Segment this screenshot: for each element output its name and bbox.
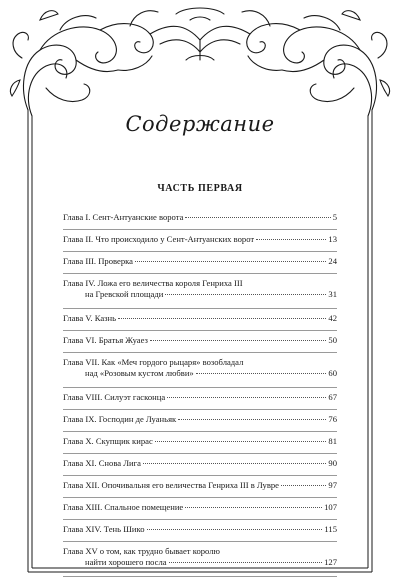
toc-entry-page: 76: [328, 414, 337, 424]
toc-entry-title: Глава XII. Опочивальня его величества Генриха III в Лувре: [63, 480, 279, 490]
toc-entry-title: Глава VII. Как «Меч гордого рыцаря» возобладал: [63, 357, 244, 367]
toc-entry[interactable]: [63, 476, 337, 498]
toc-entry-title: Глава I. Сент-Антуанские ворота: [63, 212, 184, 222]
toc-entry[interactable]: [63, 252, 337, 274]
dot-leader: [185, 507, 322, 508]
toc-entry[interactable]: [63, 432, 337, 454]
toc-entry-title: Глава XV о том, как трудно бывает королю: [63, 546, 220, 556]
dot-leader: [169, 562, 323, 563]
dot-leader: [178, 419, 326, 420]
dot-leader: [281, 485, 326, 486]
toc-entry-title-cont: на Гревской площади: [85, 289, 164, 299]
dot-leader: [143, 463, 326, 464]
toc-entry[interactable]: [63, 331, 337, 353]
toc-entry-page: 127: [324, 557, 337, 567]
part-heading: ЧАСТЬ ПЕРВАЯ: [157, 183, 243, 194]
toc-entry[interactable]: [63, 498, 337, 520]
toc-entry-page: 42: [328, 313, 337, 323]
toc-entry-title: Глава XI. Снова Лига: [63, 458, 141, 468]
toc-entry-page: 5: [332, 212, 337, 222]
toc-entry-page: 60: [328, 368, 337, 378]
toc-entry-title: Глава VIII. Силуэт гасконца: [63, 392, 166, 402]
dot-leader: [118, 318, 326, 319]
toc-entry[interactable]: [63, 274, 337, 309]
toc-entry-title-cont: над «Розовым кустом любви»: [85, 368, 194, 378]
toc-entry[interactable]: [63, 454, 337, 476]
toc-entry-page: 107: [324, 502, 337, 512]
toc-entry[interactable]: [63, 410, 337, 432]
toc-entry-title: Глава VI. Братья Жуаез: [63, 335, 148, 345]
table-of-contents: [63, 208, 337, 577]
toc-entry[interactable]: [63, 388, 337, 410]
dot-leader: [135, 261, 326, 262]
dot-leader: [256, 239, 326, 240]
toc-entry-page: 115: [324, 524, 337, 534]
toc-entry-title: Глава X. Скупщик кирас: [63, 436, 153, 446]
toc-entry[interactable]: [63, 353, 337, 388]
dot-leader: [155, 441, 327, 442]
toc-entry-title: Глава II. Что происходило у Сент-Антуанских ворот: [63, 234, 255, 244]
toc-entry[interactable]: [63, 542, 337, 577]
toc-entry-page: 50: [328, 335, 337, 345]
toc-entry[interactable]: [63, 520, 337, 542]
toc-entry-page: 97: [328, 480, 337, 490]
toc-entry-title: Глава XIII. Спальное помещение: [63, 502, 184, 512]
dot-leader: [150, 340, 327, 341]
toc-entry[interactable]: [63, 230, 337, 252]
toc-entry-title-cont: найти хорошего посла: [85, 557, 167, 567]
toc-entry-page: 13: [328, 234, 337, 244]
toc-entry-title: Глава V. Казнь: [63, 313, 117, 323]
toc-entry-title: Глава IX. Господин де Луаньяк: [63, 414, 177, 424]
toc-entry-page: 31: [328, 289, 337, 299]
toc-entry-page: 81: [328, 436, 337, 446]
toc-entry-page: 24: [328, 256, 337, 266]
toc-entry[interactable]: [63, 208, 337, 230]
dot-leader: [185, 217, 330, 218]
header-ornament: [0, 0, 400, 200]
toc-entry[interactable]: [63, 309, 337, 331]
dot-leader: [196, 373, 327, 374]
toc-entry-page: 90: [328, 458, 337, 468]
toc-entry-title: Глава XIV. Тень Шико: [63, 524, 145, 534]
page-title: Содержание: [125, 112, 275, 136]
toc-entry-title: Глава III. Проверка: [63, 256, 133, 266]
toc-entry-title: Глава IV. Ложа его величества короля Генриха III: [63, 278, 243, 288]
dot-leader: [147, 529, 323, 530]
dot-leader: [167, 397, 326, 398]
toc-entry-page: 67: [328, 392, 337, 402]
dot-leader: [165, 294, 326, 295]
